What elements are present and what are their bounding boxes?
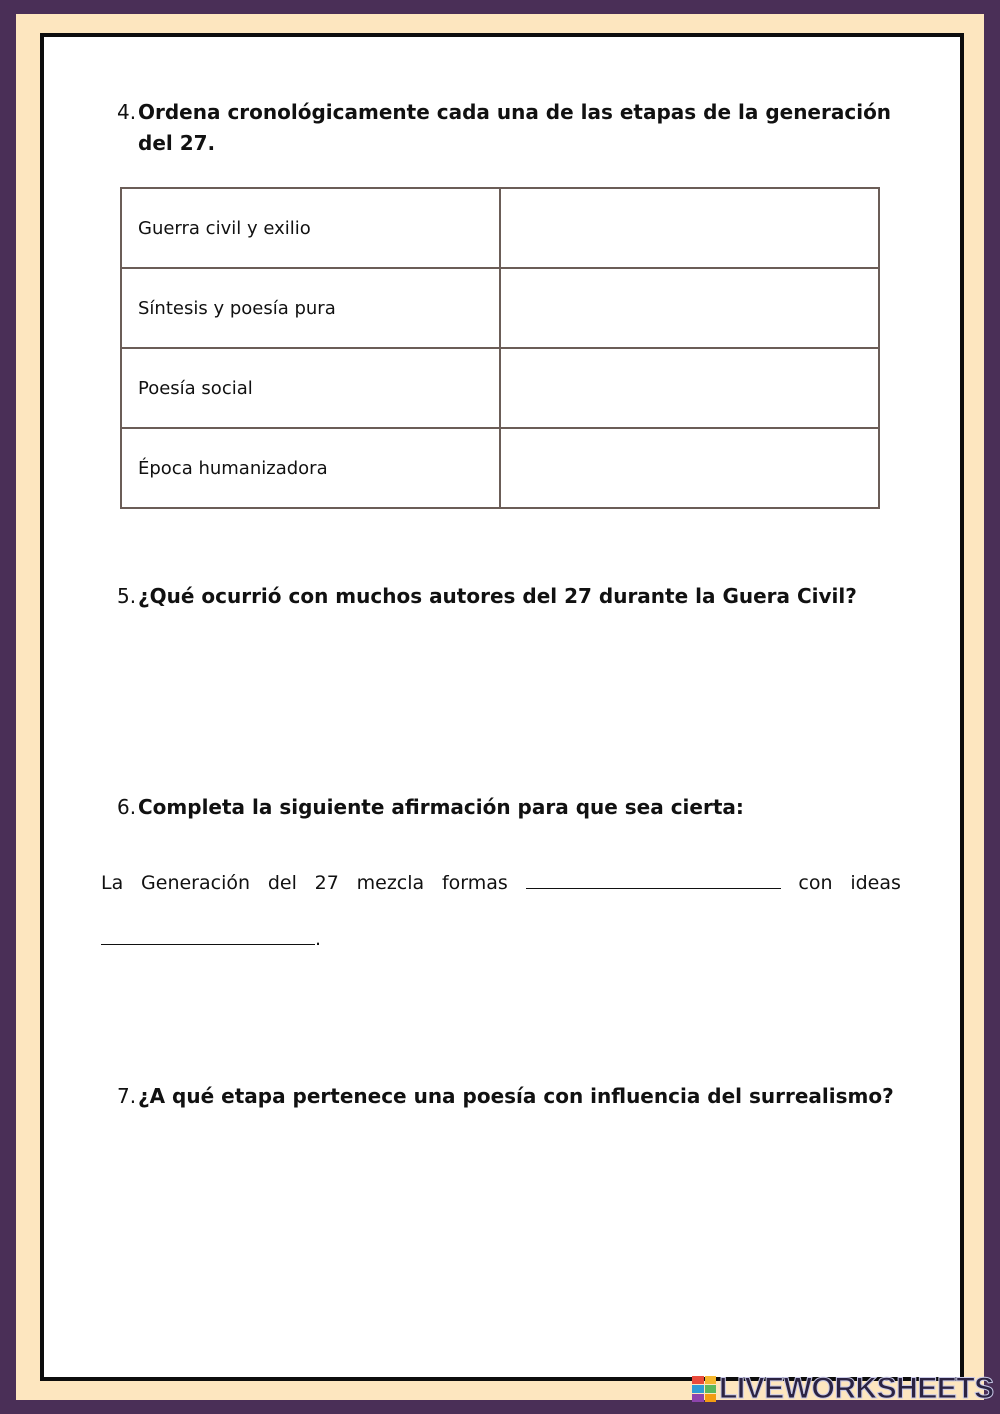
blank-field-formas[interactable] <box>526 866 781 889</box>
answer-cell[interactable] <box>500 268 879 348</box>
liveworksheets-logo-icon <box>692 1376 716 1402</box>
answer-cell[interactable] <box>500 428 879 508</box>
answer-cell[interactable] <box>500 348 879 428</box>
statement-word: 27 <box>314 872 339 894</box>
table-row <box>121 268 879 348</box>
table-row <box>121 348 879 428</box>
statement-line <box>101 866 901 894</box>
liveworksheets-watermark <box>692 1374 994 1404</box>
question-number: 7. <box>117 1084 137 1108</box>
answer-cell[interactable] <box>500 188 879 268</box>
statement-word: Generación <box>141 872 251 894</box>
stage-label: Época humanizadora <box>121 428 500 508</box>
question-7 <box>117 1081 907 1112</box>
stage-label: Guerra civil y exilio <box>121 188 500 268</box>
question-6 <box>117 792 907 823</box>
question-number: 4. <box>117 100 137 124</box>
statement-word: La <box>101 872 124 894</box>
question-number: 5. <box>117 584 137 608</box>
answer-area-5[interactable] <box>117 625 907 775</box>
question-text: Completa la siguiente afirmación para que sea cierta: <box>138 795 744 819</box>
question-4 <box>117 97 907 159</box>
question-text: ¿Qué ocurrió con muchos autores del 27 durante la Guera Civil? <box>138 584 857 608</box>
question-5 <box>117 581 907 612</box>
statement-word: con <box>798 872 833 894</box>
statement-word: del <box>267 872 297 894</box>
question-text: Ordena cronológicamente cada una de las etapas de la generación del 27. <box>138 100 892 155</box>
table-row <box>121 188 879 268</box>
watermark-text: LIVEWORKSHEETS <box>719 1372 994 1405</box>
stages-table <box>120 187 880 509</box>
question-text: ¿A qué etapa pertenece una poesía con influencia del surrealismo? <box>138 1084 894 1108</box>
statement-word: formas <box>441 872 508 894</box>
stage-label: Poesía social <box>121 348 500 428</box>
statement-word: ideas <box>850 872 901 894</box>
stage-label: Síntesis y poesía pura <box>121 268 500 348</box>
answer-area-7[interactable] <box>117 1125 907 1325</box>
table-row <box>121 428 879 508</box>
statement-word: mezcla <box>356 872 425 894</box>
blank-field-ideas[interactable] <box>101 922 315 945</box>
question-number: 6. <box>117 795 137 819</box>
statement-end: . <box>315 928 322 950</box>
statement-line <box>101 922 321 950</box>
